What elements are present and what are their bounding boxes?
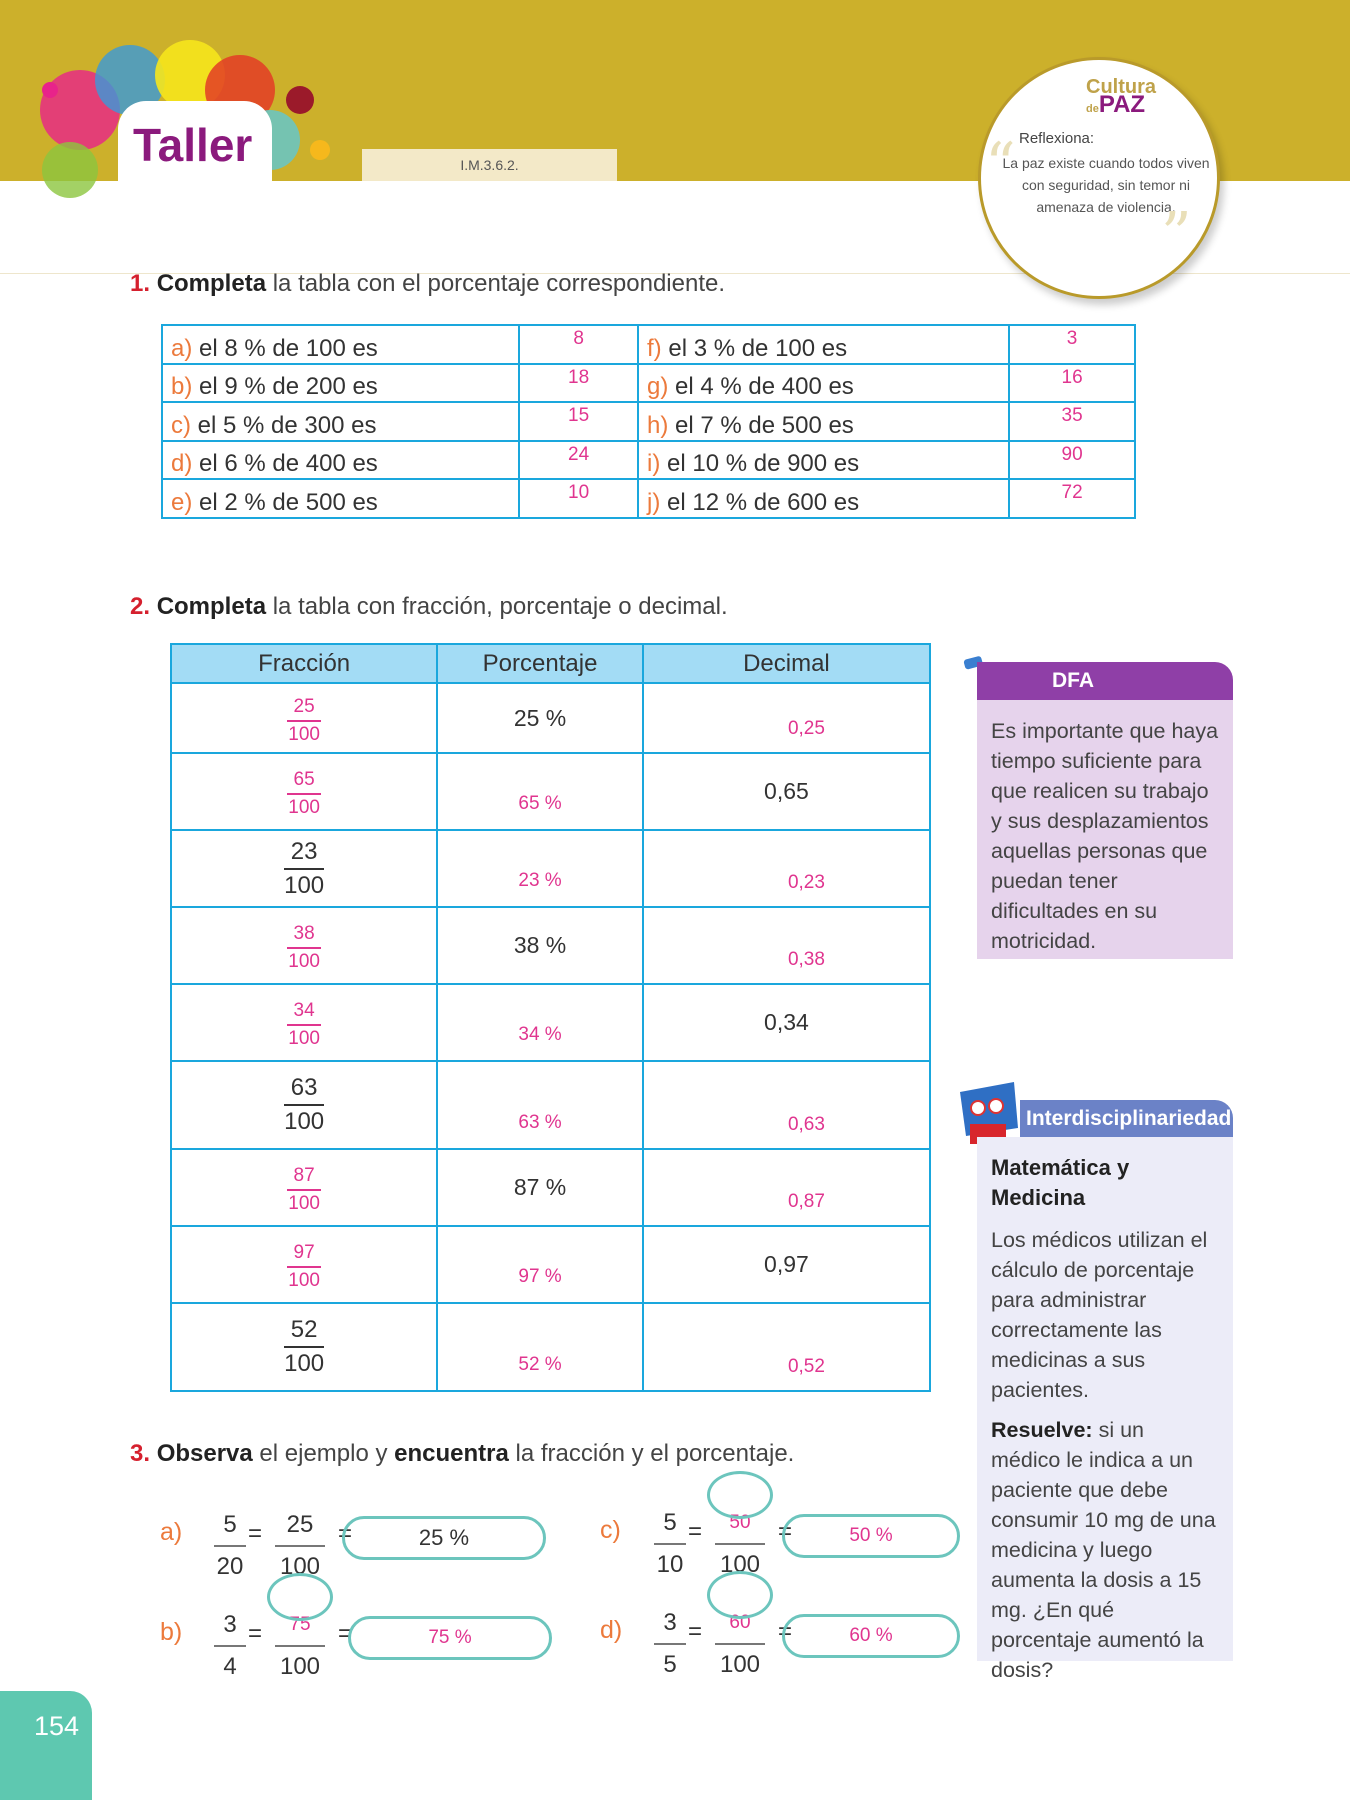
answer-cell[interactable]: 35 <box>1009 402 1135 441</box>
numerator-answer-circle[interactable] <box>707 1471 773 1519</box>
answer-cell[interactable]: 16 <box>1009 364 1135 403</box>
percent-answer-box[interactable]: 75 % <box>348 1616 552 1660</box>
decimal-cell: 0,65 <box>643 753 930 830</box>
table-row <box>171 1061 930 1149</box>
answer-cell[interactable]: 15 <box>519 402 638 441</box>
table-row <box>171 683 930 753</box>
equals-sign: = <box>248 1620 263 1647</box>
numerator-answer-circle[interactable] <box>267 1573 333 1621</box>
item-label: c) <box>600 1516 621 1544</box>
table-row <box>162 402 1135 441</box>
percent-cell[interactable]: 34 % <box>437 984 643 1061</box>
percent-cell[interactable]: 97 % <box>437 1226 643 1303</box>
table-row <box>171 1226 930 1303</box>
fraction-cell[interactable]: $\frac{65}{100}$ <box>171 753 437 830</box>
fraction-100: 50 100 <box>710 1506 770 1582</box>
header-porcentaje: Porcentaje <box>437 644 643 683</box>
table-row <box>171 1303 930 1391</box>
exercise-2-title: 2. Completa la tabla con fracción, porcentaje o decimal. <box>130 593 728 620</box>
dfa-header: DFA <box>977 662 1233 700</box>
percent-cell: 87 % <box>437 1149 643 1226</box>
interdisciplinariedad-header: Interdisciplinariedad <box>1020 1100 1233 1137</box>
reflexiona-label: Reflexiona: <box>1019 130 1095 147</box>
answer-cell[interactable]: 8 <box>519 325 638 364</box>
page-number: 154 <box>0 1691 92 1800</box>
fraction-cell[interactable]: $\frac{87}{100}$ <box>171 1149 437 1226</box>
fraction-table <box>170 643 931 1392</box>
decimal-cell[interactable]: 0,23 <box>643 830 930 907</box>
dfa-text: Es importante que haya tiempo suficiente para que realicen su trabajo y sus desplazamientos aquellas personas que puedan tener dificultades en su motricidad. <box>977 700 1233 959</box>
inter-problem: Resuelve: si un médico le indica a un paciente que debe consumir 10 mg de una medicina y luego aumenta la dosis a 15 mg. ¿En qué porcentaje aumentó la dosis? <box>991 1418 1216 1682</box>
table-row <box>171 907 930 984</box>
percent-cell[interactable]: 65 % <box>437 753 643 830</box>
decimal-cell: 0,97 <box>643 1226 930 1303</box>
fraction-cell: $\frac{63}{100}$ <box>171 1061 437 1149</box>
page-title: Taller <box>133 119 253 171</box>
decimal-cell[interactable]: 0,63 <box>643 1061 930 1149</box>
statement-cell: e) el 2 % de 500 es <box>162 479 519 518</box>
reflexion-quote: La paz existe cuando todos viven con seguridad, sin temor ni amenaza de violencia. <box>1002 155 1210 215</box>
table-row <box>171 753 930 830</box>
fraction-cell: $\frac{23}{100}$ <box>171 830 437 907</box>
exercise-1-title: 1. Completa la tabla con el porcentaje correspondiente. <box>130 270 726 297</box>
header-fraccion: Fracción <box>171 644 437 683</box>
fraction-100: 25 100 <box>270 1508 330 1584</box>
table-row <box>162 325 1135 364</box>
percent-cell[interactable]: 63 % <box>437 1061 643 1149</box>
numerator-answer-circle[interactable] <box>707 1571 773 1619</box>
fraction-given: 5 20 <box>208 1508 252 1584</box>
fraction-cell[interactable]: $\frac{34}{100}$ <box>171 984 437 1061</box>
answer-cell[interactable]: 18 <box>519 364 638 403</box>
fraction-100: 75 100 <box>270 1608 330 1684</box>
cultura-paz-badge <box>978 57 1220 299</box>
statement-cell: c) el 5 % de 300 es <box>162 402 519 441</box>
answer-cell[interactable]: 72 <box>1009 479 1135 518</box>
interdisciplinariedad-box <box>977 1137 1233 1682</box>
equals-sign: = <box>338 1620 353 1647</box>
equals-sign: = <box>338 1520 353 1547</box>
fraction-given: 3 5 <box>648 1606 692 1682</box>
fraction-given: 3 4 <box>208 1608 252 1684</box>
table-row <box>162 479 1135 518</box>
answer-cell[interactable]: 10 <box>519 479 638 518</box>
percent-cell[interactable]: 23 % <box>437 830 643 907</box>
table-row <box>162 364 1135 403</box>
inter-subtitle: Matemática y Medicina <box>991 1155 1130 1210</box>
answer-cell[interactable]: 90 <box>1009 441 1135 480</box>
statement-cell: f) el 3 % de 100 es <box>638 325 1009 364</box>
item-label: d) <box>600 1616 623 1644</box>
percent-cell: 38 % <box>437 907 643 984</box>
equals-sign: = <box>248 1520 263 1547</box>
statement-cell: j) el 12 % de 600 es <box>638 479 1009 518</box>
percent-cell[interactable]: 52 % <box>437 1303 643 1391</box>
fraction-100: 60 100 <box>710 1606 770 1682</box>
decimal-cell[interactable]: 0,87 <box>643 1149 930 1226</box>
equals-sign: = <box>778 1618 793 1645</box>
statement-cell: h) el 7 % de 500 es <box>638 402 1009 441</box>
fraction-given: 5 10 <box>648 1506 692 1582</box>
percent-answer-box[interactable]: 60 % <box>782 1614 960 1658</box>
equals-sign: = <box>688 1518 703 1545</box>
equals-sign: = <box>688 1618 703 1645</box>
table-row <box>171 1149 930 1226</box>
table-row <box>162 441 1135 480</box>
open-quote-icon: “ <box>985 130 1016 200</box>
equals-sign: = <box>778 1518 793 1545</box>
percent-answer-box: 25 % <box>342 1516 546 1560</box>
close-quote-icon: ” <box>1161 200 1192 270</box>
percent-answer-box[interactable]: 50 % <box>782 1514 960 1558</box>
answer-cell[interactable]: 24 <box>519 441 638 480</box>
percent-cell: 25 % <box>437 683 643 753</box>
exercise-3-title: 3. Observa el ejemplo y encuentra la fracción y el porcentaje. <box>130 1440 795 1467</box>
decimal-cell[interactable]: 0,52 <box>643 1303 930 1391</box>
fraction-cell[interactable]: $\frac{25}{100}$ <box>171 683 437 753</box>
item-label: a) <box>160 1518 183 1546</box>
item-label: b) <box>160 1618 183 1646</box>
cultura-paz-logo: Cultura dePAZ <box>1086 76 1156 118</box>
percentage-table <box>161 324 1136 519</box>
table-row <box>171 830 930 907</box>
table-row <box>171 984 930 1061</box>
statement-cell: a) el 8 % de 100 es <box>162 325 519 364</box>
fraction-cell[interactable]: $\frac{97}{100}$ <box>171 1226 437 1303</box>
statement-cell: b) el 9 % de 200 es <box>162 364 519 403</box>
statement-cell: g) el 4 % de 400 es <box>638 364 1009 403</box>
header-decimal: Decimal <box>643 644 930 683</box>
statement-cell: d) el 6 % de 400 es <box>162 441 519 480</box>
fraction-cell[interactable]: $\frac{38}{100}$ <box>171 907 437 984</box>
answer-cell[interactable]: 3 <box>1009 325 1135 364</box>
decimal-cell: 0,34 <box>643 984 930 1061</box>
decimal-cell[interactable]: 0,38 <box>643 907 930 984</box>
statement-cell: i) el 10 % de 900 es <box>638 441 1009 480</box>
decimal-cell[interactable]: 0,25 <box>643 683 930 753</box>
skill-code: I.M.3.6.2. <box>362 149 617 181</box>
inter-text: Los médicos utilizan el cálculo de porcentaje para administrar correctamente las medicinas a sus pacientes. <box>991 1228 1208 1402</box>
fraction-cell: $\frac{52}{100}$ <box>171 1303 437 1391</box>
